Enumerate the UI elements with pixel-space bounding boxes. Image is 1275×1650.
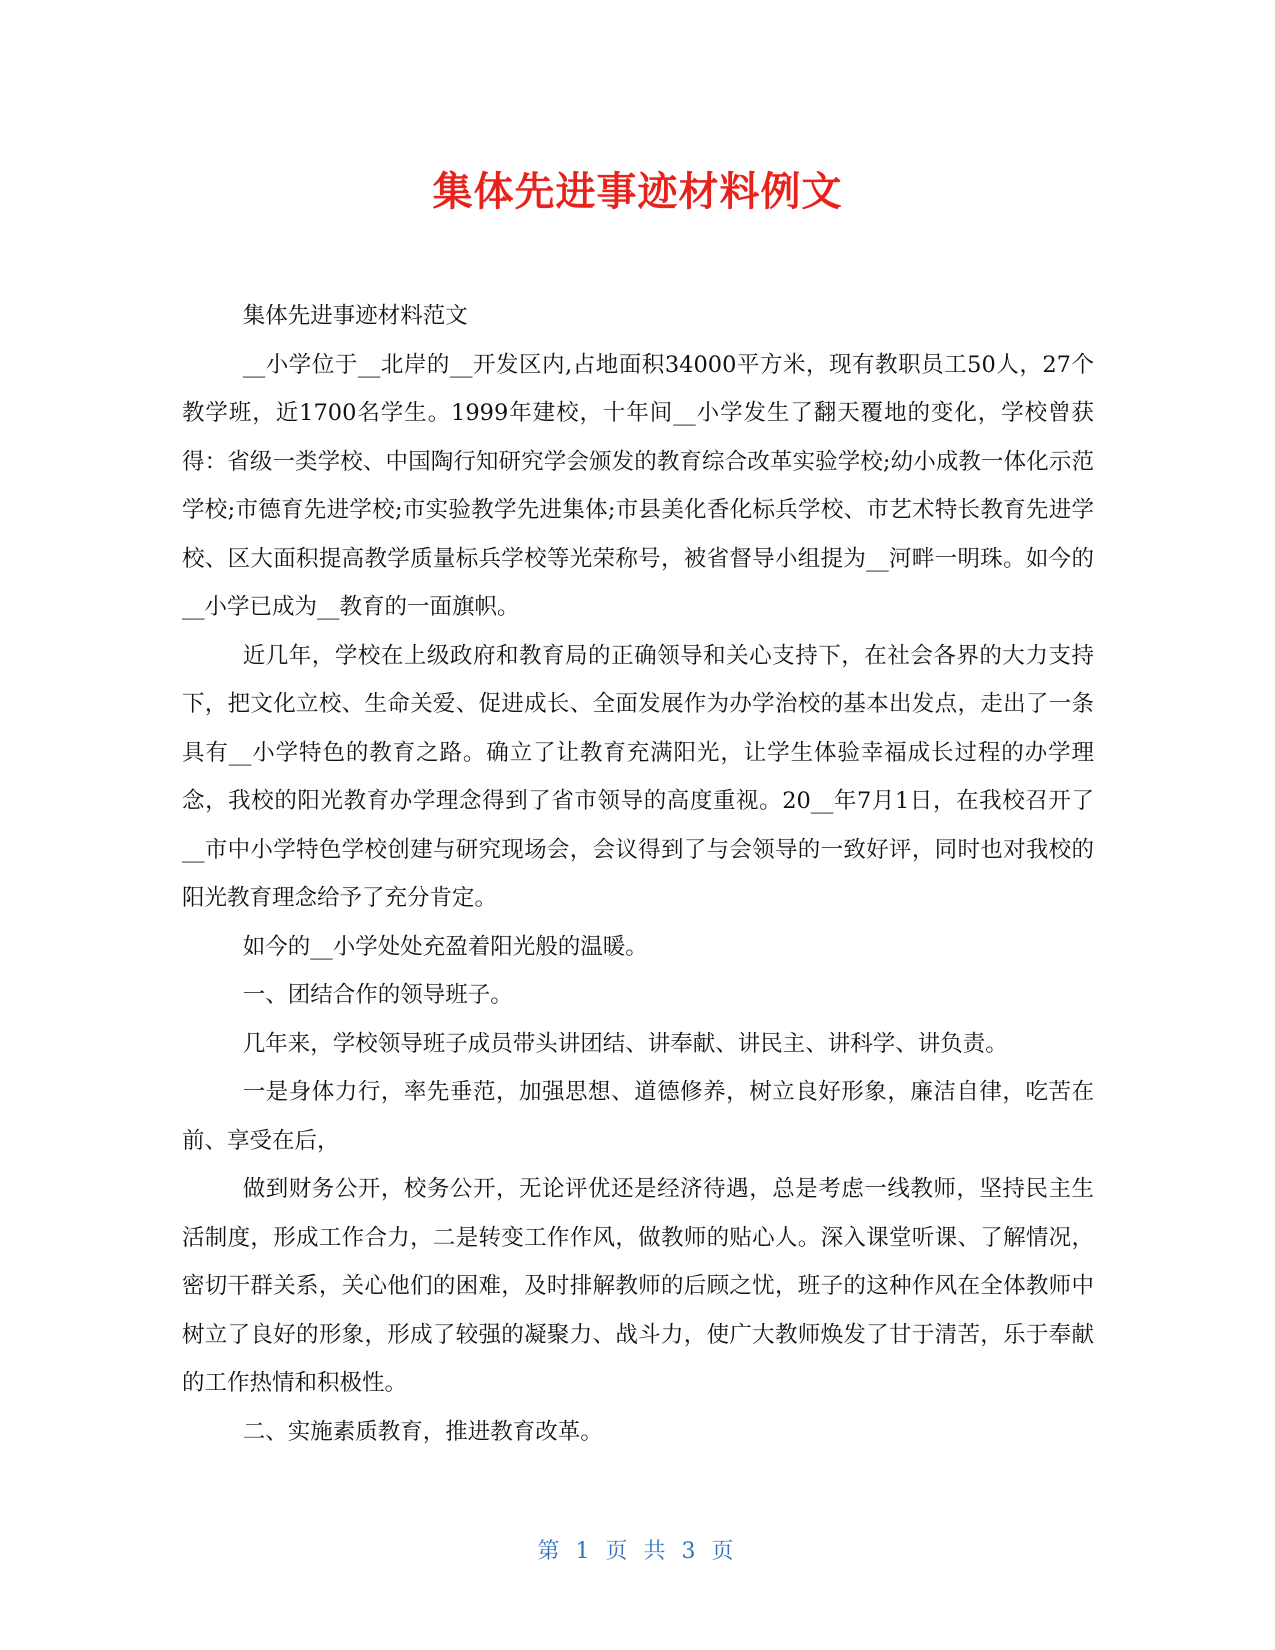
paragraph: 几年来，学校领导班子成员带头讲团结、讲奉献、讲民主、讲科学、讲负责。 bbox=[242, 1030, 1008, 1057]
paragraph-subtitle: 集体先进事迹材料范文 bbox=[242, 303, 468, 329]
document-body bbox=[182, 292, 1094, 1456]
footer-total-pages: 3 bbox=[681, 1539, 700, 1564]
paragraph: 如今的__小学处处充盈着阳光般的温暖。 bbox=[242, 933, 648, 960]
paragraph: 一是身体力行，率先垂范，加强思想、道德修养，树立良好形象，廉洁自律，吃苦在前、享受在后， bbox=[182, 1079, 1094, 1154]
page-footer bbox=[0, 1534, 1275, 1565]
footer-total-unit: 页 bbox=[711, 1539, 738, 1564]
footer-current-page: 1 bbox=[575, 1539, 594, 1564]
footer-page-label: 第 bbox=[537, 1539, 564, 1564]
paragraph: 做到财务公开，校务公开，无论评优还是经济待遇，总是考虑一线教师，坚持民主生活制度，形成工作合力，二是转变工作作风，做教师的贴心人。深入课堂听课、了解情况，密切干群关系，关心他们的困难，及时排解教师的后顾之忧，班子的这种作风在全体教师中树立了良好的形象，形成了较强的凝聚力、战斗力，使广大教师焕发了甘于清苦，乐于奉献的工作热情和积极性。 bbox=[182, 1176, 1094, 1396]
paragraph: __小学位于__北岸的__开发区内,占地面积34000平方米，现有教职员工50人，27个教学班，近1700名学生。1999年建校，十年间__小学发生了翻天覆地的变化，学校曾获得：省级一类学校、中国陶行知研究学会颁发的教育综合改革实验学校;幼小成教一体化示范学校;市德育先进学校;市实验教学先进集体;市县美化香化标兵学校、市艺术特长教育先进学校、区大面积提高教学质量标兵学校等光荣称号，被省督导小组提为__河畔一明珠。如今的__小学已成为__教育的一面旗帜。 bbox=[182, 351, 1094, 620]
section-heading: 二、实施素质教育，推进教育改革。 bbox=[242, 1418, 603, 1445]
section-heading: 一、团结合作的领导班子。 bbox=[242, 982, 513, 1008]
footer-page-unit: 页 bbox=[605, 1539, 632, 1564]
page-title: 集体先进事迹材料例文 bbox=[432, 169, 843, 215]
footer-total-label: 共 bbox=[643, 1539, 670, 1564]
paragraph: 近几年，学校在上级政府和教育局的正确领导和关心支持下，在社会各界的大力支持下，把文化立校、生命关爱、促进成长、全面发展作为办学治校的基本出发点，走出了一条具有__小学特色的教育之路。确立了让教育充满阳光，让学生体验幸福成长过程的办学理念，我校的阳光教育办学理念得到了省市领导的高度重视。20__年7月1日，在我校召开了__市中小学特色学校创建与研究现场会，会议得到了与会领导的一致好评，同时也对我校的阳光教育理念给予了充分肯定。 bbox=[182, 642, 1094, 911]
